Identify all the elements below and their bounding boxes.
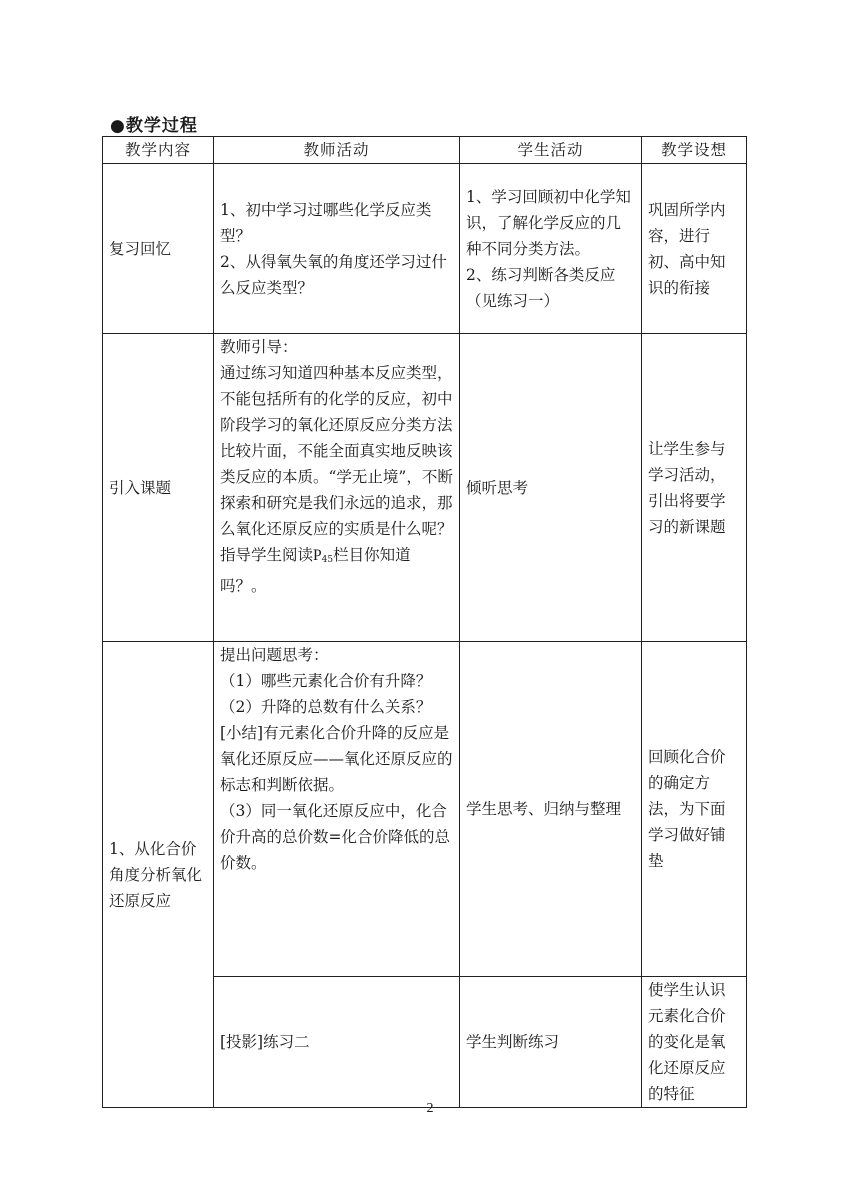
cell-intro-design: 让学生参与学习活动，引出将要学习的新课题 <box>642 334 747 642</box>
table-row-valence <box>103 642 747 977</box>
valence-teacher-line-4: [小结]有元素化合价升降的反应是氧化还原反应——氧化还原反应的标志和判断依据。 <box>220 724 453 794</box>
intro-teacher-body-text: 通过练习知道四种基本反应类型，不能包括所有的化学的反应，初中阶段学习的氧化还原反应分类方法比较片面，不能全面真实地反映该类反应的本质。“学无止境”，不断探索和研究是我们永远的追求，那么氧化还原反应的实质是什么呢？指导学生阅读 <box>220 364 453 564</box>
cell-intro-teacher <box>214 334 460 642</box>
cell-valence-teacher <box>214 642 460 977</box>
valence-teacher-line-5: （3）同一氧化还原反应中，化合价升高的总价数=化合价降低的总价数。 <box>220 802 450 872</box>
cell-review-student <box>460 164 642 334</box>
cell-valence-content: 1、从化合价角度分析氧化还原反应 <box>103 642 214 1108</box>
valence-teacher-line-1: 提出问题思考： <box>220 646 329 664</box>
cell-review-content: 复习回忆 <box>103 164 214 334</box>
intro-teacher-ref-sub: 45 <box>321 555 334 565</box>
valence-teacher-line-3: （2）升降的总数有什么关系？ <box>220 698 432 716</box>
cell-projection-student: 学生判断练习 <box>460 977 642 1108</box>
table-header-row <box>103 137 747 164</box>
header-design: 教学设想 <box>642 137 747 164</box>
page-number: 2 <box>426 1101 434 1116</box>
intro-teacher-lead: 教师引导： <box>220 338 298 356</box>
teaching-process-table <box>102 136 747 1108</box>
header-student: 学生活动 <box>460 137 642 164</box>
review-student-line-1: 1、学习回顾初中化学知识，了解化学反应的几种不同分类方法。 <box>466 187 631 258</box>
cell-review-teacher <box>214 164 460 334</box>
table-row-review <box>103 164 747 334</box>
cell-intro-student: 倾听思考 <box>460 334 642 642</box>
section-title: ●教学过程 <box>110 116 198 136</box>
intro-teacher-body <box>220 360 453 599</box>
header-content: 教学内容 <box>103 137 214 164</box>
cell-projection-teacher: [投影]练习二 <box>214 977 460 1108</box>
review-teacher-line-2: 2、从得氧失氧的角度还学习过什么反应类型？ <box>220 252 447 297</box>
valence-teacher-line-2: （1）哪些元素化合价有升降？ <box>220 672 432 690</box>
review-teacher-line-1: 1、初中学习过哪些化学反应类型？ <box>220 200 432 245</box>
table-row-intro <box>103 334 747 642</box>
header-teacher: 教师活动 <box>214 137 460 164</box>
cell-review-design: 巩固所学内容，进行初、高中知识的衔接 <box>642 164 747 334</box>
intro-teacher-ref-letter: P <box>313 547 322 564</box>
review-student-line-2: 2、练习判断各类反应（见练习一） <box>466 265 616 310</box>
intro-teacher-tail: 栏目你知道吗？。 <box>220 546 411 595</box>
cell-intro-content: 引入课题 <box>103 334 214 642</box>
cell-valence-student: 学生思考、归纳与整理 <box>460 642 642 977</box>
cell-projection-design: 使学生认识元素化合价的变化是氧化还原反应的特征 <box>642 977 747 1108</box>
cell-valence-design: 回顾化合价的确定方法，为下面学习做好铺垫 <box>642 642 747 977</box>
